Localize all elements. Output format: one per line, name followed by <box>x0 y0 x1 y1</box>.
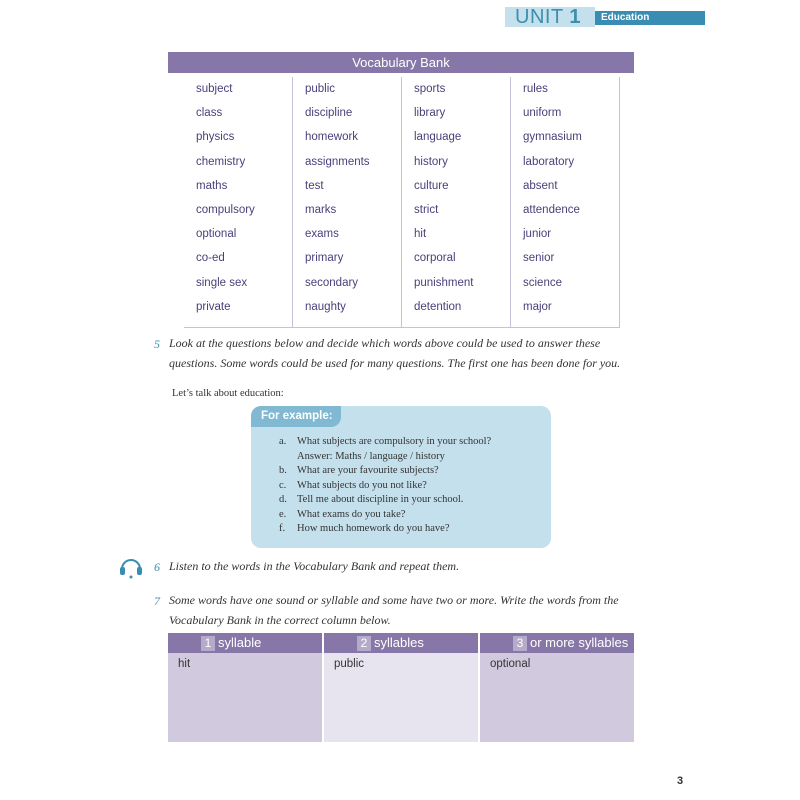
vocabulary-grid <box>184 77 620 328</box>
vocabulary-column <box>402 77 511 327</box>
vocabulary-word: assignments <box>305 155 370 168</box>
vocabulary-word: maths <box>196 179 228 192</box>
vocabulary-word: naughty <box>305 300 346 313</box>
vocabulary-word: culture <box>414 179 449 192</box>
syllable-label: syllables <box>374 635 424 650</box>
vocabulary-word: senior <box>523 252 555 265</box>
vocabulary-word: sports <box>414 83 446 95</box>
syllable-label: syllable <box>218 635 262 650</box>
example-letter: b. <box>279 465 287 476</box>
syllable-header <box>480 633 634 653</box>
vocabulary-word: strict <box>414 203 439 216</box>
example-letter: a. <box>279 436 287 447</box>
exercise-7-line-2: Vocabulary Bank in the correct column below. <box>169 613 391 627</box>
exercise-5-line-2: questions. Some words could be used for many questions. The first one has been done for you. <box>169 356 621 370</box>
vocabulary-word: history <box>414 155 448 168</box>
syllable-example-word: hit <box>178 658 191 670</box>
vocabulary-word: punishment <box>414 276 474 289</box>
syllable-column-1[interactable] <box>168 633 322 742</box>
example-letter: e. <box>279 508 287 520</box>
vocabulary-word: hit <box>414 228 427 241</box>
example-answer <box>279 450 491 465</box>
vocabulary-word: language <box>414 131 462 144</box>
vocabulary-word: major <box>523 300 552 313</box>
example-question <box>279 508 491 523</box>
vocabulary-word: gymnasium <box>523 131 582 144</box>
exercise-5-line-1: Look at the questions below and decide which words above could be used to answer these <box>169 336 601 350</box>
vocabulary-word: compulsory <box>196 203 255 216</box>
vocabulary-column <box>184 77 293 327</box>
example-question <box>279 493 491 508</box>
example-question <box>279 464 491 479</box>
exercise-7-number: 7 <box>154 594 160 608</box>
syllable-example-word: optional <box>490 658 531 670</box>
unit-number: 1 <box>569 6 581 28</box>
vocabulary-column <box>511 77 620 327</box>
vocabulary-word: class <box>196 107 223 120</box>
unit-title <box>505 7 595 27</box>
headphones-icon[interactable] <box>118 555 144 579</box>
vocabulary-word: chemistry <box>196 155 246 168</box>
vocabulary-word: absent <box>523 179 558 192</box>
example-text: How much homework do you have? <box>297 523 450 534</box>
example-question <box>279 479 491 494</box>
syllable-column-2[interactable] <box>324 633 478 742</box>
vocabulary-word: single sex <box>196 276 248 289</box>
syllable-example-word: public <box>334 658 365 670</box>
example-question <box>279 522 491 537</box>
example-question <box>279 435 491 450</box>
vocabulary-column <box>293 77 402 327</box>
vocabulary-word: subject <box>196 83 233 95</box>
vocabulary-word: laboratory <box>523 155 575 168</box>
vocabulary-word: secondary <box>305 276 359 289</box>
syllable-label: or more syllables <box>530 635 629 650</box>
vocabulary-word: physics <box>196 131 235 144</box>
example-text: Tell me about discipline in your school. <box>297 494 464 505</box>
vocabulary-word: public <box>305 83 336 95</box>
exercise-6-instructions: Listen to the words in the Vocabulary Bank and repeat them. <box>169 559 460 573</box>
example-list <box>279 435 491 537</box>
syllable-count: 1 <box>201 636 215 651</box>
example-letter: d. <box>279 494 287 505</box>
syllable-header <box>168 633 322 653</box>
example-box <box>251 406 551 548</box>
vocabulary-word: detention <box>414 300 462 313</box>
vocabulary-bank <box>168 52 634 328</box>
vocabulary-word: rules <box>523 83 548 95</box>
example-text: Answer: Maths / language / history <box>297 450 445 462</box>
syllable-count: 3 <box>513 636 527 651</box>
page-number: 3 <box>677 775 684 787</box>
vocabulary-word: private <box>196 300 231 313</box>
vocabulary-bank-title: Vocabulary Bank <box>168 52 634 73</box>
vocabulary-word: homework <box>305 131 359 144</box>
syllable-count: 2 <box>357 636 371 651</box>
exercise-5-instructions <box>169 333 639 373</box>
example-text: What are your favourite subjects? <box>297 465 439 476</box>
lets-talk-prompt: Let’s talk about education: <box>172 388 284 399</box>
vocabulary-word: library <box>414 107 446 120</box>
example-text: What subjects do you not like? <box>297 479 427 491</box>
vocabulary-word: test <box>305 179 324 192</box>
vocabulary-word: optional <box>196 228 237 241</box>
vocabulary-word: science <box>523 276 562 289</box>
vocabulary-word: primary <box>305 252 344 265</box>
example-text: What exams do you take? <box>297 508 406 520</box>
vocabulary-word: corporal <box>414 252 456 265</box>
unit-label: UNIT <box>515 6 564 28</box>
unit-header <box>505 7 705 27</box>
vocabulary-word: uniform <box>523 107 562 120</box>
vocabulary-word: attendence <box>523 203 580 216</box>
unit-topic: Education <box>595 11 705 25</box>
vocabulary-word: marks <box>305 203 337 216</box>
vocabulary-word: co-ed <box>196 252 225 265</box>
example-title: For example: <box>251 406 341 427</box>
vocabulary-word: junior <box>523 228 552 241</box>
syllable-header <box>324 633 478 653</box>
syllable-column-3[interactable] <box>480 633 634 742</box>
example-letter: c. <box>279 479 287 491</box>
exercise-7-instructions <box>169 590 649 630</box>
example-letter: f. <box>279 523 286 534</box>
vocabulary-word: discipline <box>305 107 353 120</box>
example-text: What subjects are compulsory in your school? <box>297 436 492 447</box>
exercise-6-number: 6 <box>154 560 160 574</box>
exercise-7-line-1: Some words have one sound or syllable and some have two or more. Write the words from the <box>169 593 619 607</box>
vocabulary-word: exams <box>305 228 339 241</box>
syllable-table <box>168 633 634 742</box>
exercise-5-number: 5 <box>154 337 160 351</box>
